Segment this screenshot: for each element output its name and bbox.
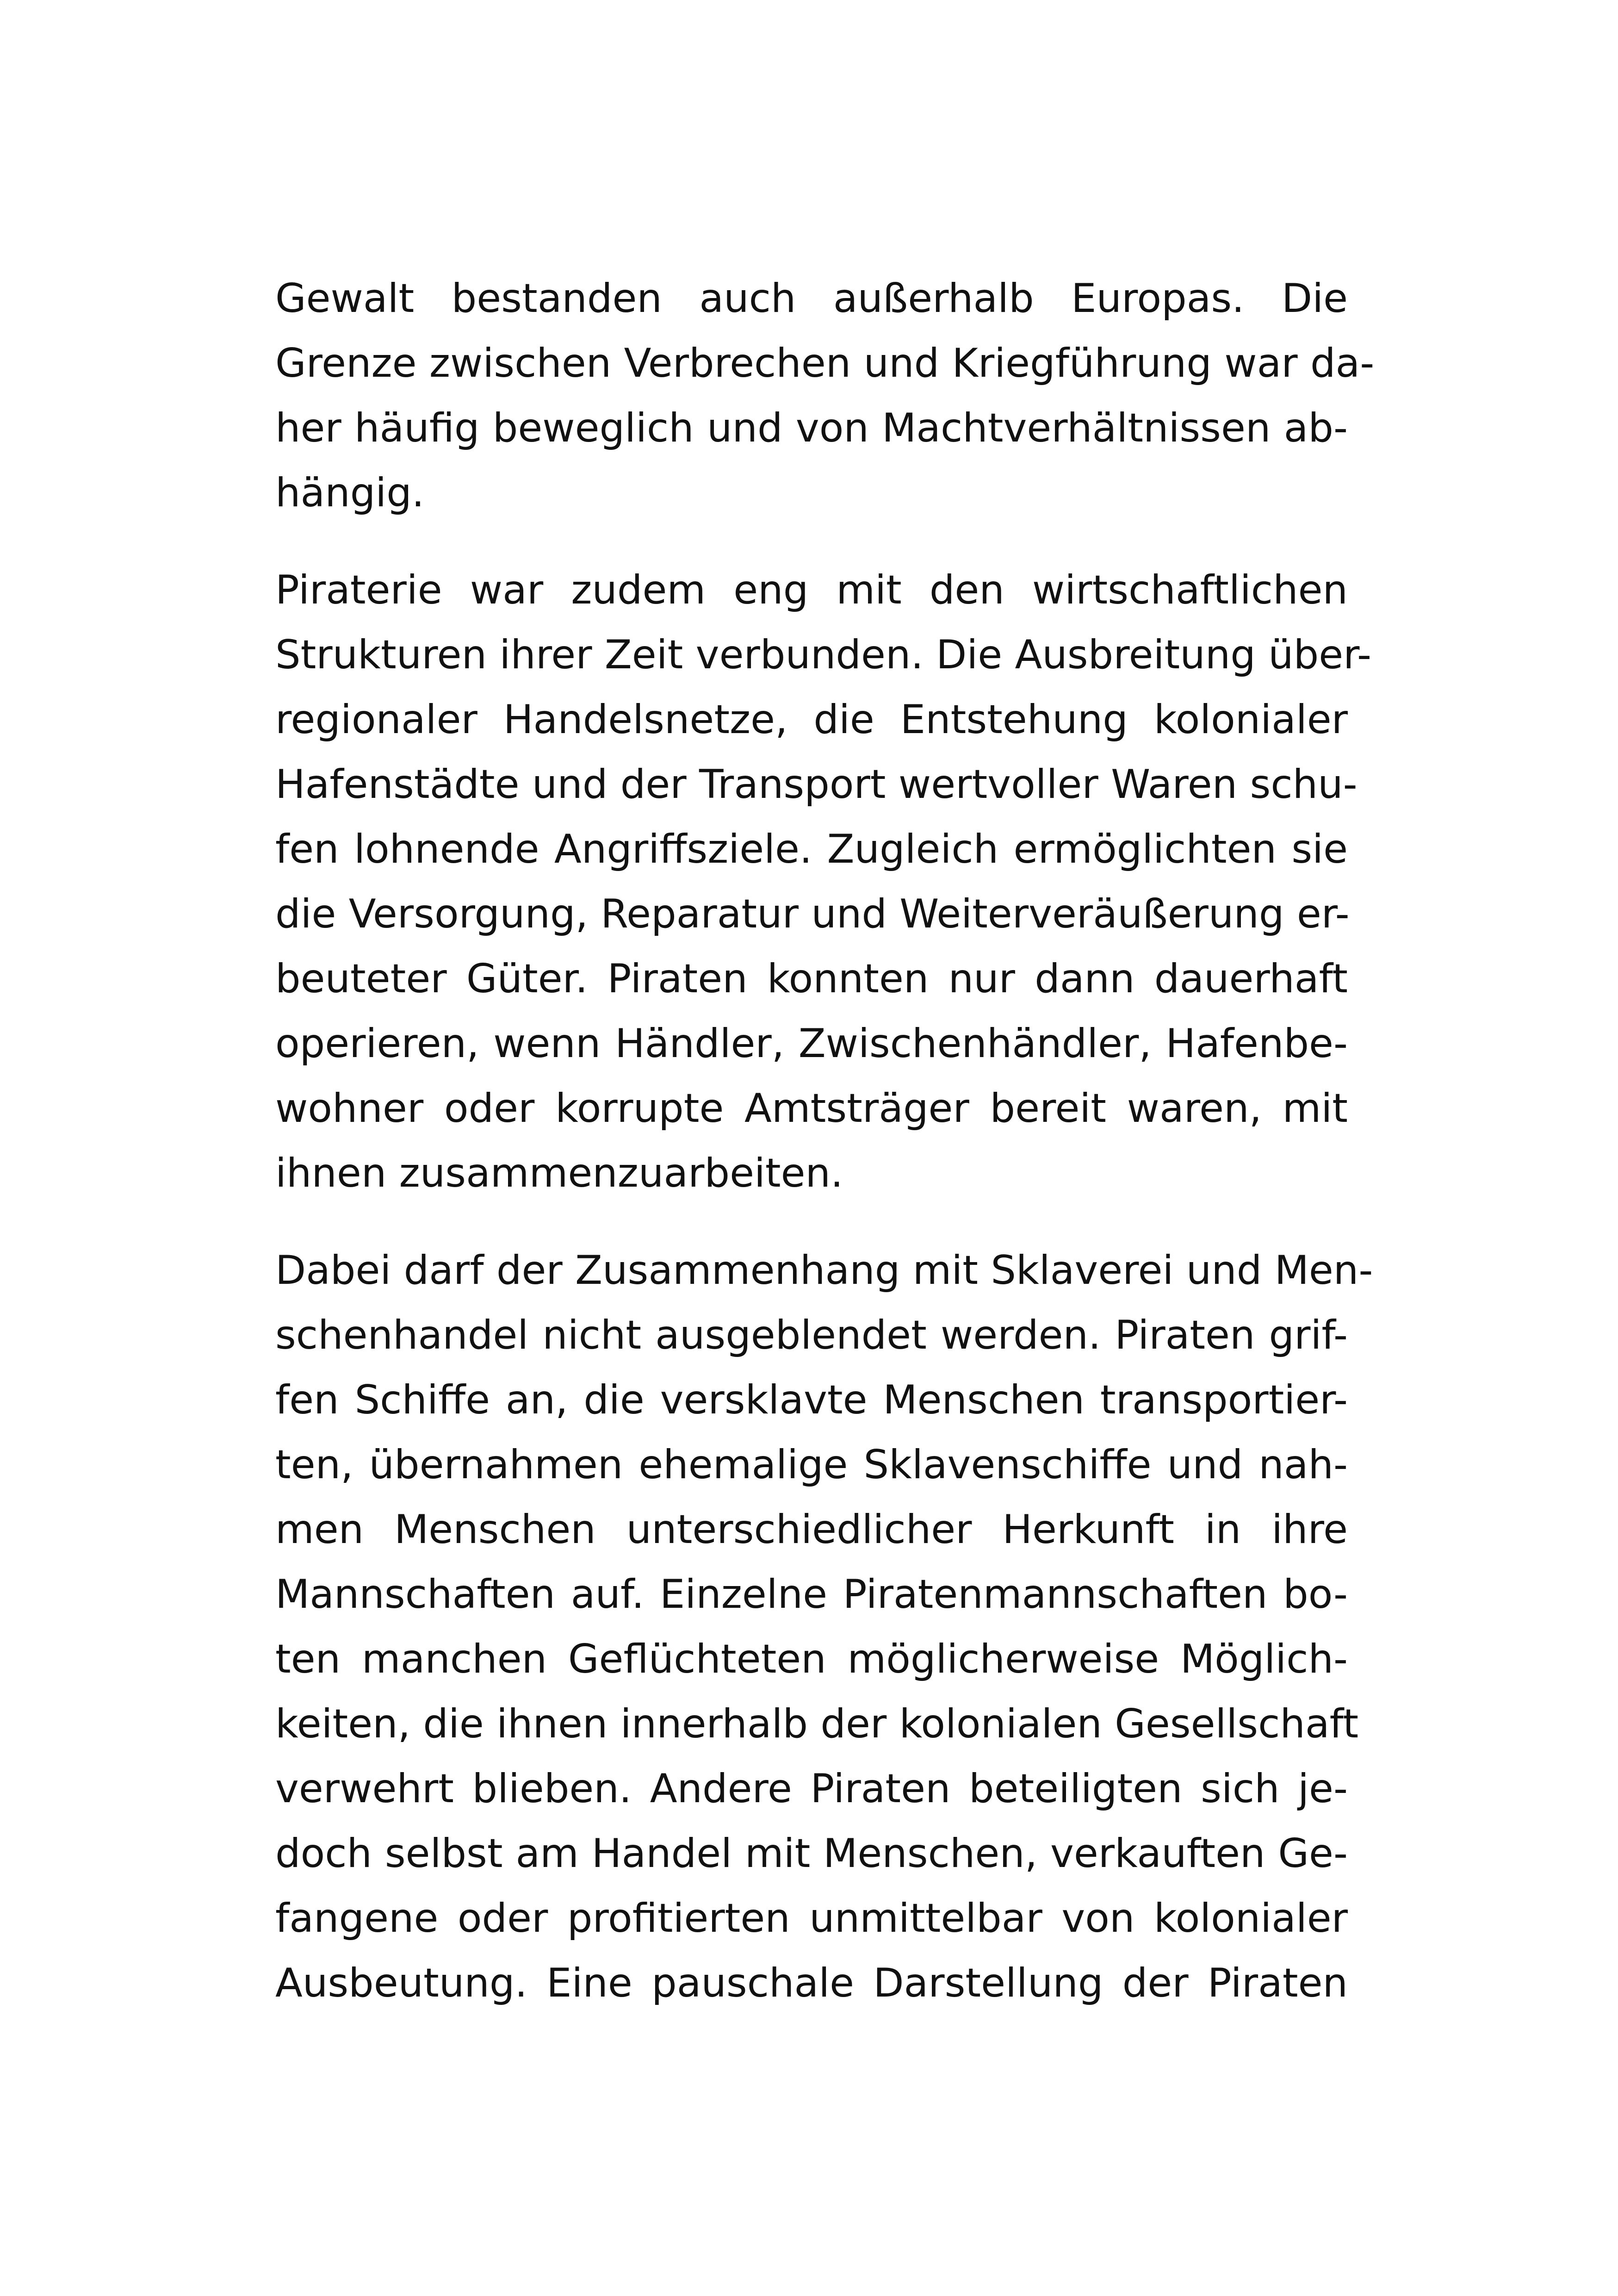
text-line: keiten, die ihnen innerhalb der kolonialen Gesellschaft bbox=[275, 1701, 1359, 1747]
text-line: Strukturen ihrer Zeit verbunden. Die Ausbreitung über- bbox=[275, 632, 1372, 678]
text-line: Mannschaften auf. Einzelne Piratenmannschaften bo- bbox=[275, 1571, 1348, 1618]
text-line: Dabei darf der Zusammenhang mit Sklaverei und Men- bbox=[275, 1247, 1373, 1294]
paragraph-spacer bbox=[275, 1206, 1348, 1238]
text-line: verwehrt blieben. Andere Piraten beteiligten sich je- bbox=[275, 1766, 1348, 1812]
text-line: ten, übernahmen ehemalige Sklavenschiffe und nah- bbox=[275, 1442, 1348, 1488]
text-line: operieren, wenn Händler, Zwischenhändler, Hafenbe- bbox=[275, 1020, 1348, 1067]
text-line: fen Schiffe an, die versklavte Menschen transportier- bbox=[275, 1377, 1348, 1423]
paragraph-1 bbox=[275, 266, 1375, 525]
text-line: ten manchen Geflüchteten möglicherweise Möglich- bbox=[275, 1636, 1348, 1682]
text-line: men Menschen unterschiedlicher Herkunft in ihre bbox=[275, 1506, 1348, 1553]
paragraph-3 bbox=[275, 1238, 1373, 2016]
text-line: ihnen zusammenzuarbeiten. bbox=[275, 1150, 843, 1196]
text-line: Grenze zwischen Verbrechen und Kriegführung war da- bbox=[275, 340, 1375, 386]
text-line: Gewalt bestanden auch außerhalb Europas. Die bbox=[275, 275, 1348, 322]
text-line: fangene oder profitierten unmittelbar von kolonialer bbox=[275, 1895, 1348, 1941]
body-text bbox=[275, 266, 1375, 2016]
paragraph-spacer bbox=[275, 525, 1348, 558]
paragraph-2 bbox=[275, 558, 1372, 1206]
text-line: Piraterie war zudem eng mit den wirtschaftlichen bbox=[275, 567, 1348, 613]
text-line: doch selbst am Handel mit Menschen, verkauften Ge- bbox=[275, 1830, 1348, 1877]
text-line: schenhandel nicht ausgeblendet werden. Piraten grif- bbox=[275, 1312, 1348, 1358]
text-line: Hafenstädte und der Transport wertvoller Waren schu- bbox=[275, 761, 1358, 808]
text-line: fen lohnende Angriffsziele. Zugleich ermöglichten sie bbox=[275, 826, 1348, 872]
text-line: beuteter Güter. Piraten konnten nur dann dauerhaft bbox=[275, 956, 1348, 1002]
text-line: her häufig beweglich und von Machtverhältnissen ab- bbox=[275, 405, 1348, 451]
text-line: Ausbeutung. Eine pauschale Darstellung der Piraten bbox=[275, 1960, 1348, 2006]
text-line: die Versorgung, Reparatur und Weiterveräußerung er- bbox=[275, 891, 1350, 937]
text-line: wohner oder korrupte Amtsträger bereit waren, mit bbox=[275, 1085, 1348, 1132]
text-line: regionaler Handelsnetze, die Entstehung kolonialer bbox=[275, 697, 1348, 743]
text-line: hängig. bbox=[275, 470, 425, 516]
